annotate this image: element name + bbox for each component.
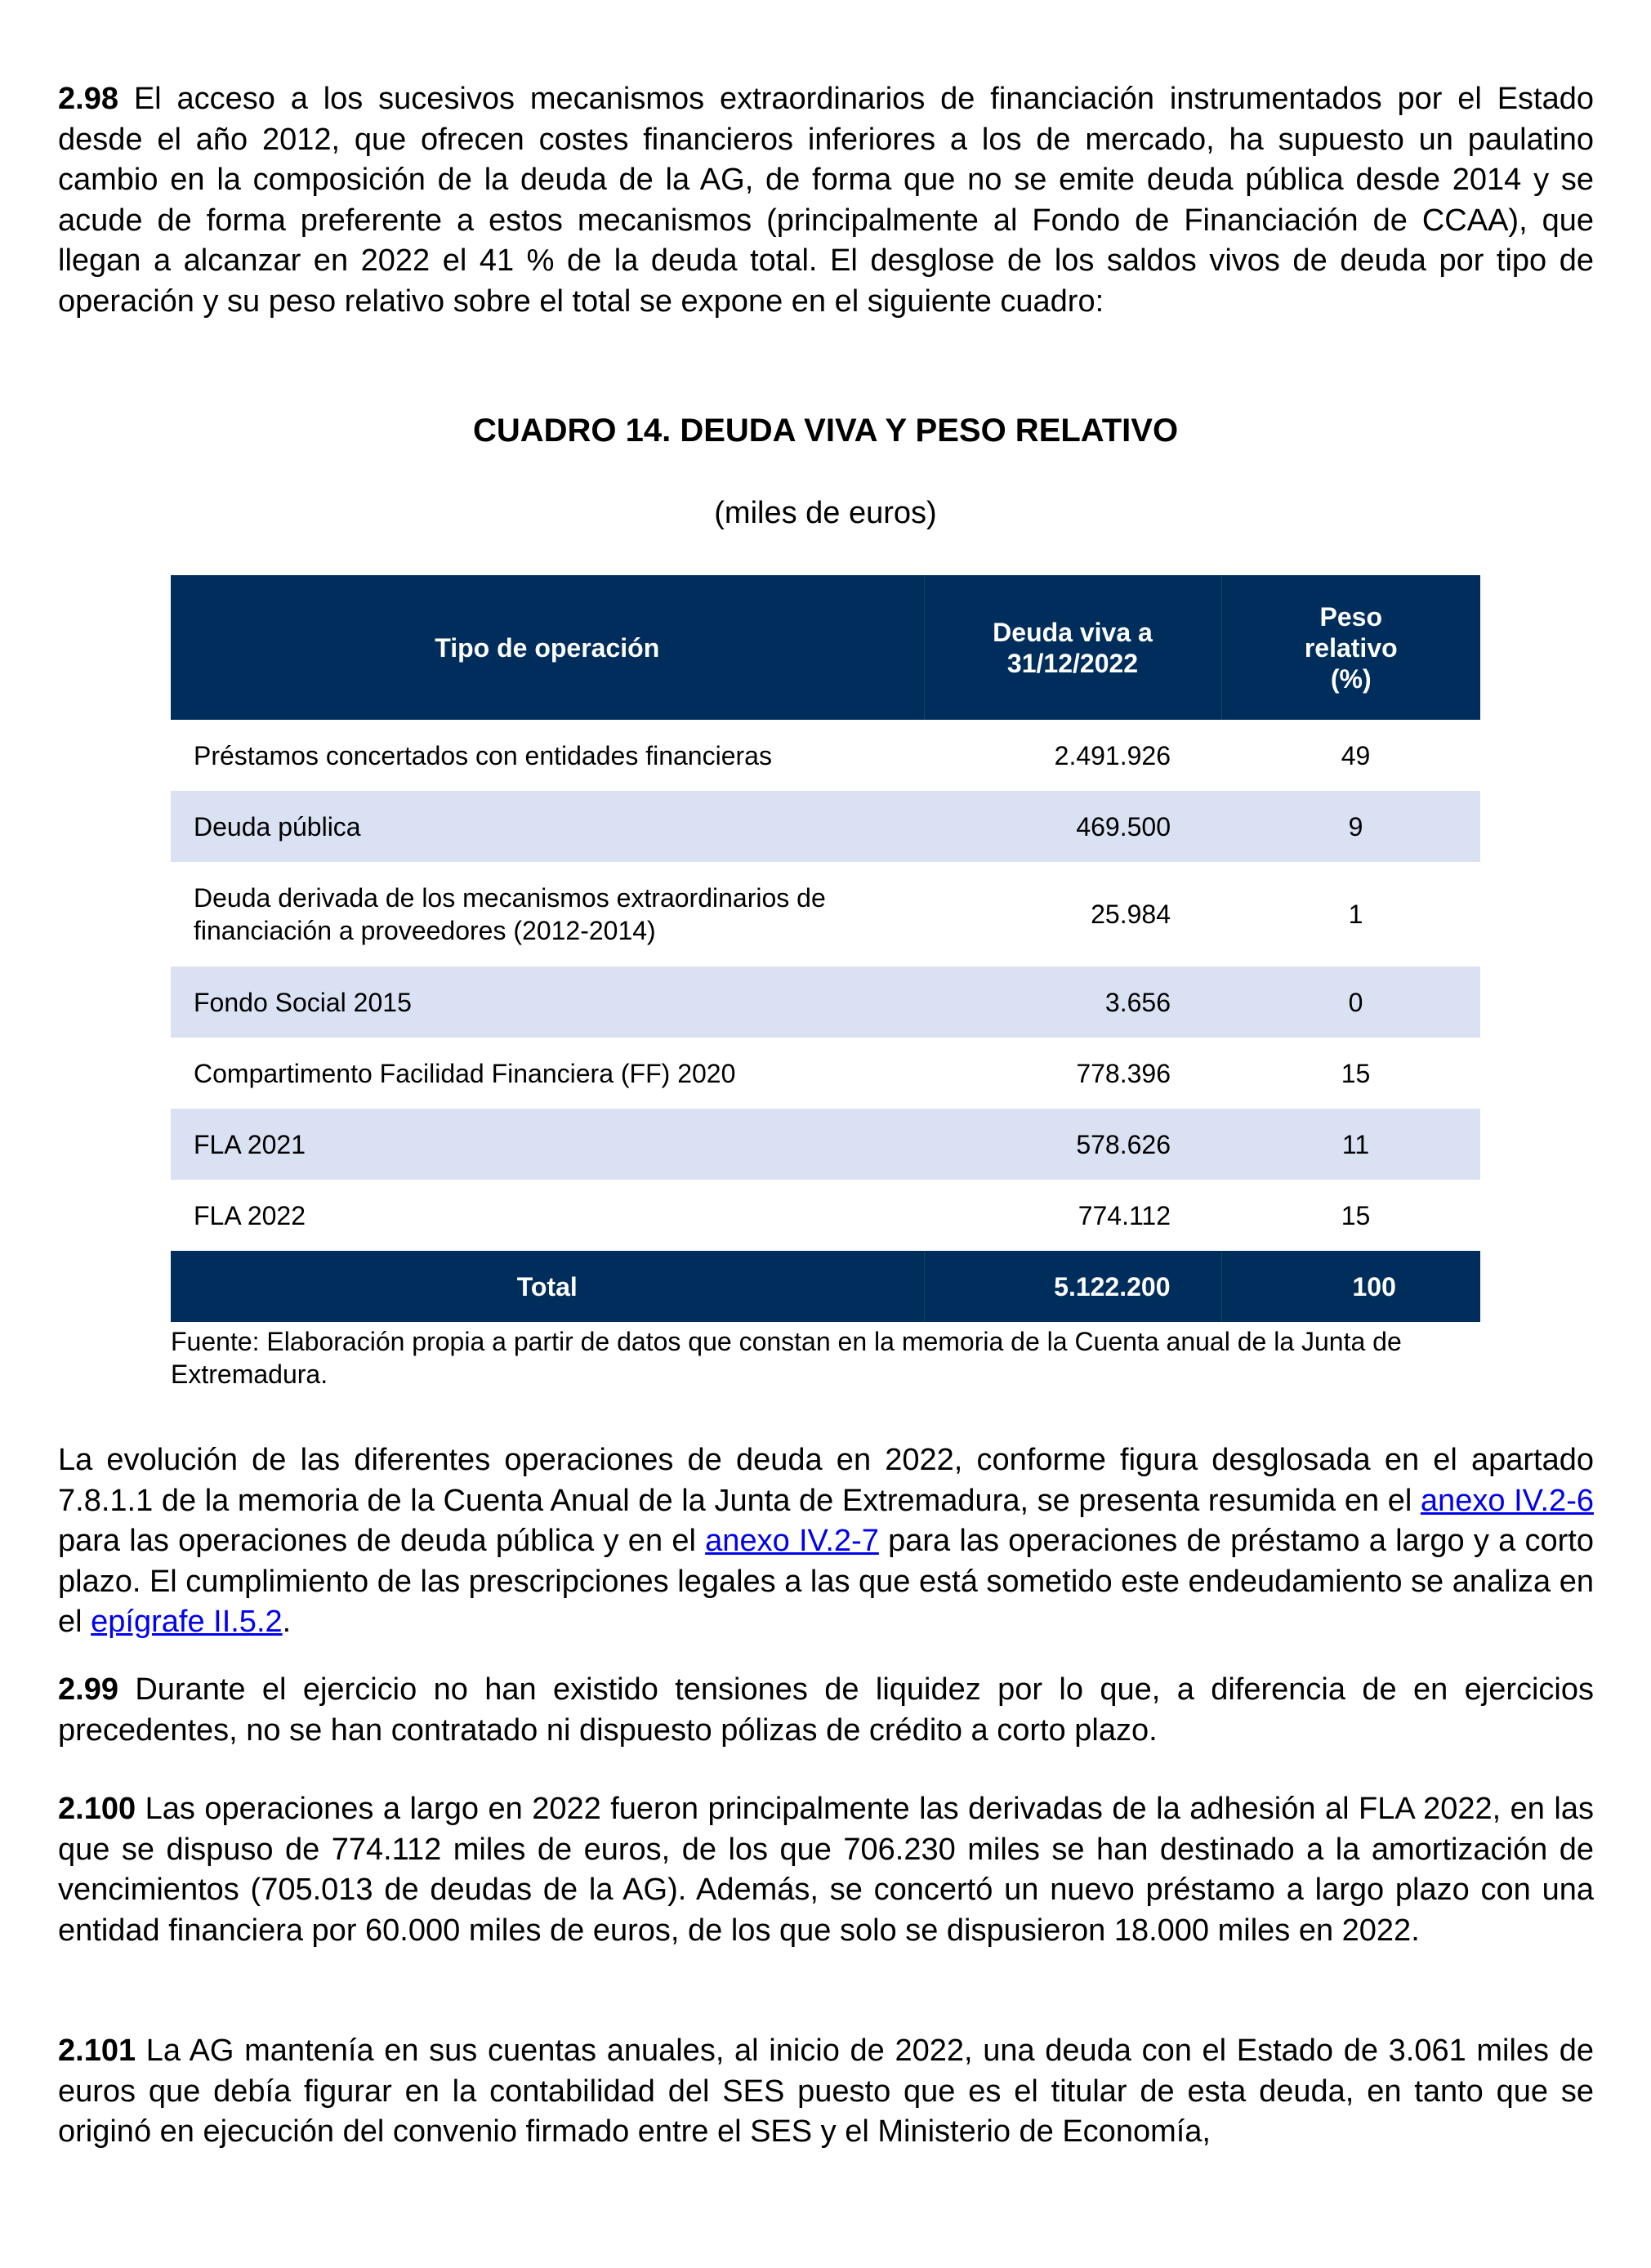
cell-deuda: 578.626	[924, 1109, 1221, 1180]
cell-deuda: 25.984	[1091, 900, 1171, 929]
paragraph-text: La AG mantenía en sus cuentas anuales, al inicio de 2022, una deuda con el Estado de 3.061 miles de euros que debía figurar en la contabilidad del SES puesto que es el titular de esta deuda, en tanto que se originó en ejecución del convenio firmado entre el SES y el Ministerio de Economía,	[58, 2034, 1594, 2150]
cell-deuda: 3.656	[924, 967, 1221, 1038]
paragraph-evolucion	[58, 1440, 1594, 1643]
paragraph-2-101	[58, 2031, 1594, 2153]
paragraph-number: 2.99	[58, 1672, 118, 1707]
cell-deuda: 774.112	[1078, 1200, 1171, 1230]
cell-tipo: FLA 2021	[171, 1109, 924, 1180]
table-total-row	[171, 1251, 1480, 1322]
table-header-row	[171, 575, 1480, 720]
cell-tipo: Deuda pública	[171, 791, 924, 862]
table-row	[171, 1109, 1480, 1180]
table-source: Fuente: Elaboración propia a partir de datos que constan en la memoria de la Cuenta anual de la Junta de Extremadura.	[171, 1327, 1402, 1389]
cell-deuda: 469.500	[924, 791, 1221, 862]
cell-peso: 11	[1221, 1109, 1480, 1180]
cell-tipo: Compartimento Facilidad Financiera (FF) 2020	[194, 1058, 736, 1088]
link-epigrafe-ii-5-2[interactable]: epígrafe II.5.2	[91, 1605, 283, 1640]
header-tipo: Tipo de operación	[171, 575, 924, 720]
cell-peso: 9	[1221, 791, 1480, 862]
cell-tipo: Deuda derivada de los mecanismos extraordinarios de financiación a proveedores (2012-2014)	[194, 883, 826, 945]
paragraph-2-99	[58, 1670, 1594, 1751]
table-row	[171, 1038, 1480, 1109]
paragraph-2-100	[58, 1789, 1594, 1951]
cell-peso: 15	[1341, 1200, 1371, 1230]
text: .	[282, 1605, 292, 1640]
table-title: CUADRO 14. DEUDA VIVA Y PESO RELATIVO	[472, 413, 1179, 449]
total-peso: 100	[1221, 1251, 1480, 1322]
link-anexo-iv-2-6[interactable]: anexo IV.2-6	[1420, 1483, 1594, 1518]
paragraph-2-98	[58, 79, 1594, 323]
table-row	[171, 720, 1480, 791]
debt-table	[171, 575, 1480, 1322]
paragraph-text: Durante el ejercicio no han existido tensiones de liquidez por lo que, a diferencia de en ejercicios precedentes, no se han contratado ni dispuesto pólizas de crédito a corto plazo.	[58, 1672, 1594, 1748]
total-deuda: 5.122.200	[924, 1251, 1221, 1322]
cell-peso: 0	[1221, 967, 1480, 1038]
paragraph-text: El acceso a los sucesivos mecanismos extraordinarios de financiación instrumentados por el Estado desde el año 2012, que ofrecen costes financieros inferiores a los de mercado, ha supuesto un paulatino cambio en la composición de la deuda de la AG, de forma que no se emite deuda pública desde 2014 y se acude de forma preferente a estos mecanismos (principalmente al Fondo de Financiación de CCAA), que llegan a alcanzar en 2022 el 41 % de la deuda total. El desglose de los saldos vivos de deuda por tipo de operación y su peso relativo sobre el total se expone en el siguiente cuadro:	[58, 82, 1594, 319]
table-row	[171, 862, 1480, 967]
cell-tipo: Fondo Social 2015	[171, 967, 924, 1038]
link-anexo-iv-2-7[interactable]: anexo IV.2-7	[705, 1524, 879, 1559]
paragraph-number: 2.98	[58, 82, 118, 116]
table-row	[171, 791, 1480, 862]
cell-peso: 15	[1341, 1058, 1371, 1088]
cell-deuda: 2.491.926	[1054, 740, 1171, 770]
header-deuda: Deuda viva a 31/12/2022	[924, 575, 1221, 720]
text: para las operaciones de préstamo a largo y a corto plazo. El cumplimiento de las prescripciones legales a las que está sometido este endeudamiento se analiza en el	[58, 1524, 1594, 1640]
total-label: Total	[171, 1251, 924, 1322]
paragraph-text: Las operaciones a largo en 2022 fueron principalmente las derivadas de la adhesión al FLA 2022, en las que se dispuso de 774.112 miles de euros, de los que 706.230 miles se han destinado a la amortización de vencimientos (705.013 de deudas de la AG). Además, se concertó un nuevo préstamo a largo plazo con una entidad financiera por 60.000 miles de euros, de los que solo se dispusieron 18.000 miles en 2022.	[58, 1792, 1594, 1948]
text: para las operaciones de deuda pública y en el	[58, 1524, 706, 1559]
text: La evolución de las diferentes operaciones de deuda en 2022, conforme figura desglosada en el apartado 7.8.1.1 de la memoria de la Cuenta Anual de la Junta de Extremadura, se presenta resumida en el	[58, 1443, 1594, 1518]
table-subtitle: (miles de euros)	[714, 496, 937, 530]
paragraph-number: 2.101	[58, 2034, 136, 2068]
cell-tipo: FLA 2022	[194, 1200, 306, 1230]
table-row	[171, 967, 1480, 1038]
table-row	[171, 1180, 1480, 1251]
cell-tipo: Préstamos concertados con entidades financieras	[194, 740, 772, 770]
cell-peso: 1	[1348, 900, 1363, 929]
cell-deuda: 778.396	[1076, 1058, 1171, 1088]
cell-peso: 49	[1341, 740, 1371, 770]
paragraph-number: 2.100	[58, 1792, 136, 1826]
header-peso: Peso relativo (%)	[1221, 575, 1480, 720]
